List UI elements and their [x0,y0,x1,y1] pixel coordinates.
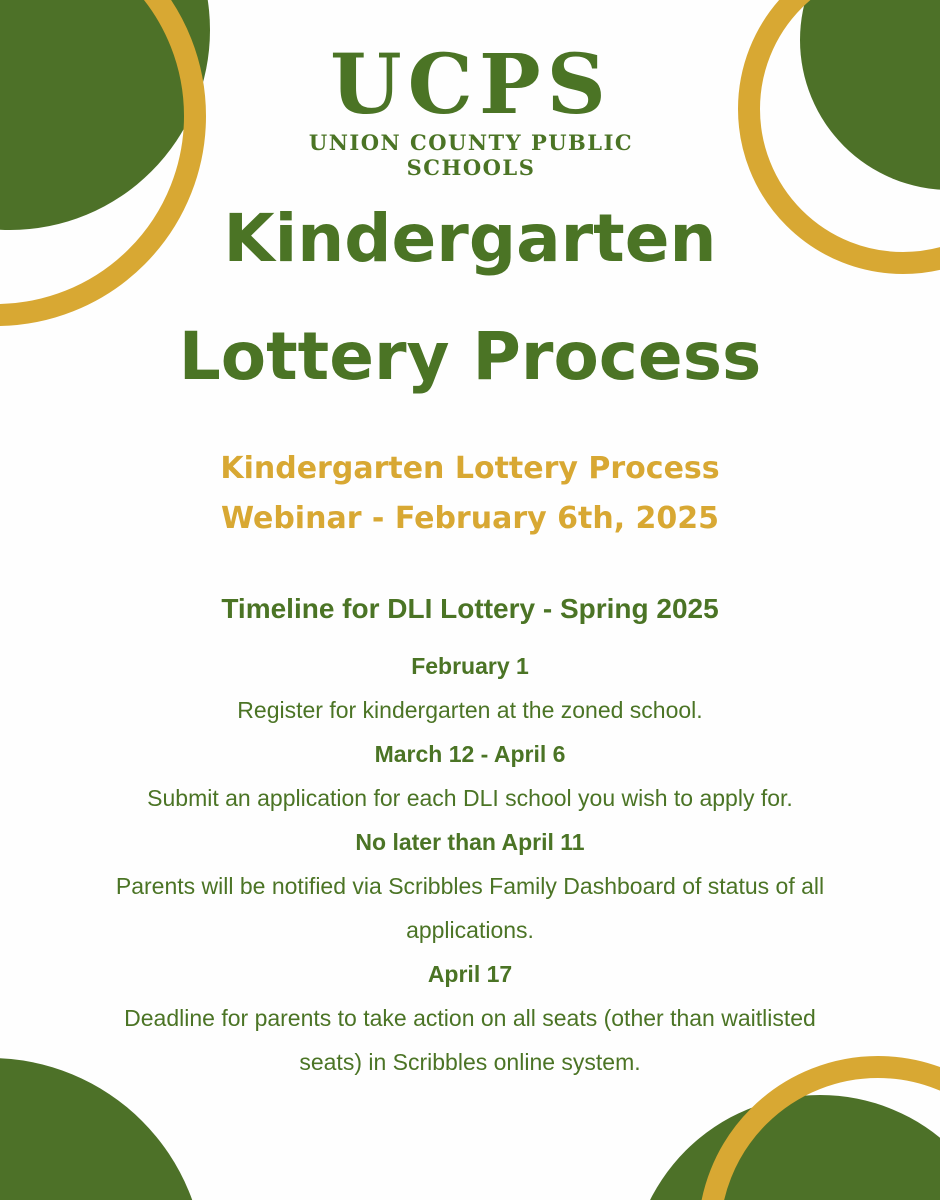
timeline-description: Deadline for parents to take action on all seats (other than waitlisted seats) in Scribbles online system. [124,1005,816,1075]
logo-subtitle: UNION COUNTY PUBLIC SCHOOLS [308,130,634,180]
timeline-description: Register for kindergarten at the zoned school. [237,697,703,723]
timeline-date: February 1 [411,653,529,679]
webinar-line-1: Kindergarten Lottery Process [220,451,720,486]
webinar-subtitle [100,444,840,544]
timeline-item [50,820,890,952]
logo-wordmark: UCPS [330,37,612,133]
timeline-description: Parents will be notified via Scribbles Family Dashboard of status of all applications. [115,873,825,943]
title-line-2: Lottery Process [178,318,762,395]
page-title [100,180,840,416]
timeline-item [50,644,890,732]
timeline-date: April 17 [427,961,513,987]
title-line-1: Kindergarten [223,200,717,277]
timeline-item [50,952,890,1084]
timeline-item [50,732,890,820]
webinar-line-2: Webinar - February 6th, 2025 [220,501,720,536]
timeline-date: March 12 - April 6 [374,741,566,767]
timeline-description: Submit an application for each DLI school you wish to apply for. [147,785,793,811]
timeline-date: No later than April 11 [355,829,585,855]
timeline-heading: Timeline for DLI Lottery - Spring 2025 [221,593,719,624]
timeline-list [50,644,890,1084]
ucps-logo [246,37,696,180]
